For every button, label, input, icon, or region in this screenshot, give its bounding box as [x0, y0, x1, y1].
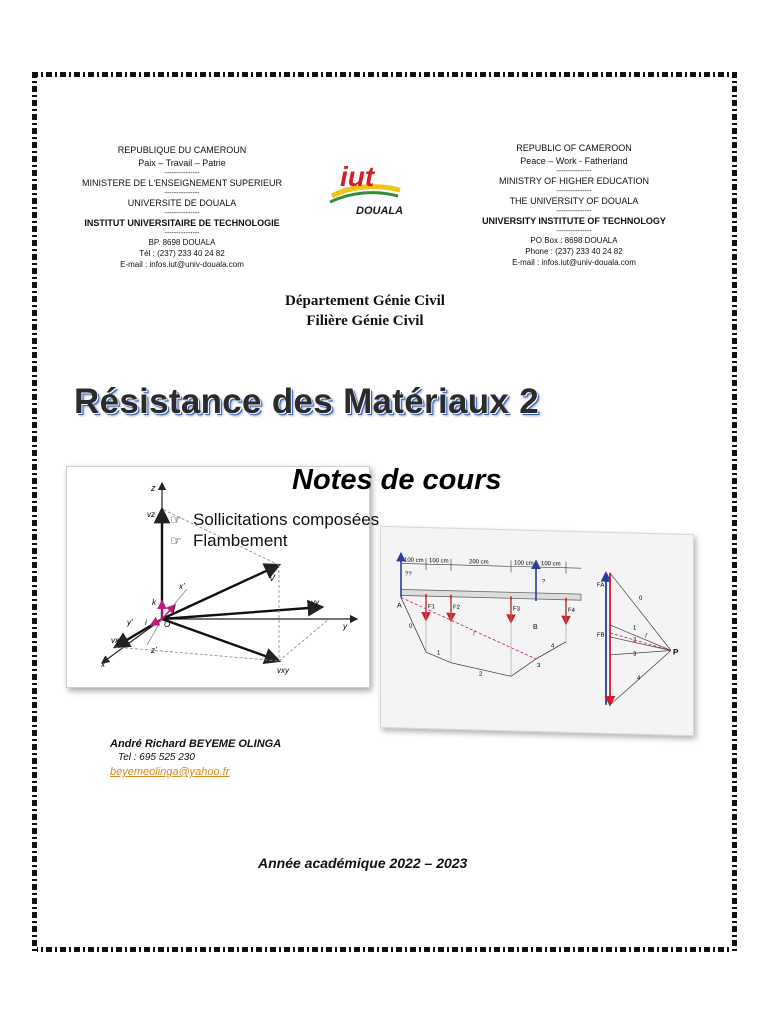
motto-fr: Paix – Travail – Patrie	[138, 158, 226, 168]
author-name: André Richard BEYEME OLINGA	[110, 738, 282, 750]
email-en: E-mail : infos.iut@univ-douala.com	[512, 258, 636, 267]
department-name: Département Génie Civil	[285, 293, 445, 309]
label-ray-3-polar: 3	[633, 651, 637, 658]
label-f2: F2	[453, 604, 461, 611]
separator: ---------------	[556, 188, 592, 195]
label-y-prime: y'	[127, 618, 133, 627]
iut-logo	[326, 156, 404, 218]
phone-en: Phone : (237) 233 40 24 82	[525, 247, 623, 256]
university-en: THE UNIVERSITY OF DOUALA	[509, 196, 639, 206]
label-x-prime: x'	[179, 582, 185, 591]
label-fa: FA	[597, 582, 605, 589]
bp-fr: BP. 8698 DOUALA	[148, 238, 216, 247]
label-f-polar: f	[645, 632, 647, 640]
course-title: Résistance des Matériaux 2	[74, 382, 539, 421]
pointing-hand-icon: ☞	[170, 533, 182, 548]
label-ray-3: 3	[537, 663, 541, 670]
ministry-en: MINISTRY OF HIGHER EDUCATION	[498, 176, 649, 186]
label-fa-unknown: ??	[405, 571, 412, 578]
academic-year: Année académique 2022 – 2023	[258, 855, 468, 871]
label-fb-unknown: ?	[542, 579, 546, 586]
institute-en: UNIVERSITY INSTITUTE OF TECHNOLOGY	[482, 216, 666, 226]
span-5: 100 cm	[541, 561, 561, 568]
border-left	[32, 72, 37, 952]
tel-fr: Tél : (237) 233 40 24 82	[139, 249, 225, 258]
label-f-closing: f	[473, 630, 475, 638]
logo-douala-text: DOUALA	[356, 205, 404, 217]
university-fr: UNIVERSITE DE DOUALA	[127, 198, 237, 208]
label-i: i	[145, 618, 147, 627]
label-ray-4-polar: 4	[637, 675, 641, 682]
funicular-polygon-figure	[380, 526, 694, 736]
label-V: V	[269, 573, 276, 583]
span-1: 100 cm	[404, 557, 424, 565]
label-f1: F1	[428, 604, 436, 611]
span-4: 100 cm	[514, 560, 534, 567]
country-fr: REPUBLIQUE DU CAMEROUN	[117, 145, 247, 155]
topic-item	[170, 509, 379, 530]
label-k: k	[152, 598, 156, 607]
po-box-en: PO Box : 8698 DOUALA	[530, 236, 618, 245]
pointing-hand-icon: ☞	[170, 512, 182, 527]
label-vz: vz	[147, 510, 155, 519]
label-ray-2: 2	[479, 671, 483, 678]
label-fb: FB	[597, 632, 605, 639]
label-ray-0-polar: 0	[639, 595, 643, 602]
separator: ---------------	[556, 208, 592, 215]
vector-decomposition-figure	[66, 466, 370, 688]
separator: ---------------	[556, 228, 592, 235]
author-block	[110, 737, 281, 779]
email-fr: E-mail : infos.iut@univ-douala.com	[120, 260, 244, 269]
border-top	[32, 72, 737, 77]
author-email-link[interactable]: beyemeolinga@yahoo.fr	[110, 766, 230, 778]
span-3: 200 cm	[469, 559, 489, 566]
label-ray-1: 1	[437, 650, 441, 657]
topics-list	[170, 509, 379, 551]
separator: ---------------	[164, 170, 200, 177]
label-ray-4: 4	[551, 643, 555, 650]
author-phone: Tel : 695 525 230	[118, 752, 195, 763]
header-english	[462, 142, 686, 268]
subtitle: Notes de cours	[292, 464, 502, 496]
separator: ---------------	[164, 210, 200, 217]
label-z-prime: z'	[151, 646, 157, 655]
border-bottom	[32, 947, 737, 952]
label-vx: vx	[111, 636, 119, 645]
border-right	[732, 72, 737, 952]
topic-item	[170, 530, 379, 551]
topic-label: Sollicitations composées	[193, 510, 380, 529]
label-y: y	[343, 622, 347, 631]
label-f3: F3	[513, 606, 521, 613]
motto-en: Peace – Work - Fatherland	[520, 156, 628, 166]
country-en: REPUBLIC OF CAMEROON	[516, 143, 632, 153]
label-P: P	[673, 647, 679, 657]
label-x: x	[101, 660, 105, 669]
department	[200, 291, 530, 331]
label-vy: vy	[311, 598, 319, 607]
separator: ---------------	[164, 230, 200, 237]
institute-fr: INSTITUT UNIVERSITAIRE DE TECHNOLOGIE	[84, 218, 280, 228]
label-f4: F4	[568, 607, 576, 614]
header-french	[62, 144, 302, 270]
label-ray-2-polar: 2	[633, 637, 637, 644]
topic-label: Flambement	[193, 531, 288, 550]
label-ray-0: 0	[409, 623, 413, 630]
label-ray-1-polar: 1	[633, 625, 637, 632]
label-vxy: vxy	[277, 666, 289, 675]
label-A: A	[397, 602, 402, 610]
span-2: 100 cm	[429, 558, 449, 565]
logo-iut-text: iut	[340, 161, 375, 192]
separator: ---------------	[164, 190, 200, 197]
separator: ---------------	[556, 168, 592, 175]
label-O: O	[164, 620, 171, 629]
ministry-fr: MINISTERE DE L'ENSEIGNEMENT SUPERIEUR	[81, 178, 283, 188]
label-z: z	[151, 483, 156, 493]
label-j: j	[173, 605, 175, 614]
label-B: B	[533, 623, 538, 632]
program-name: Filière Génie Civil	[306, 313, 424, 329]
